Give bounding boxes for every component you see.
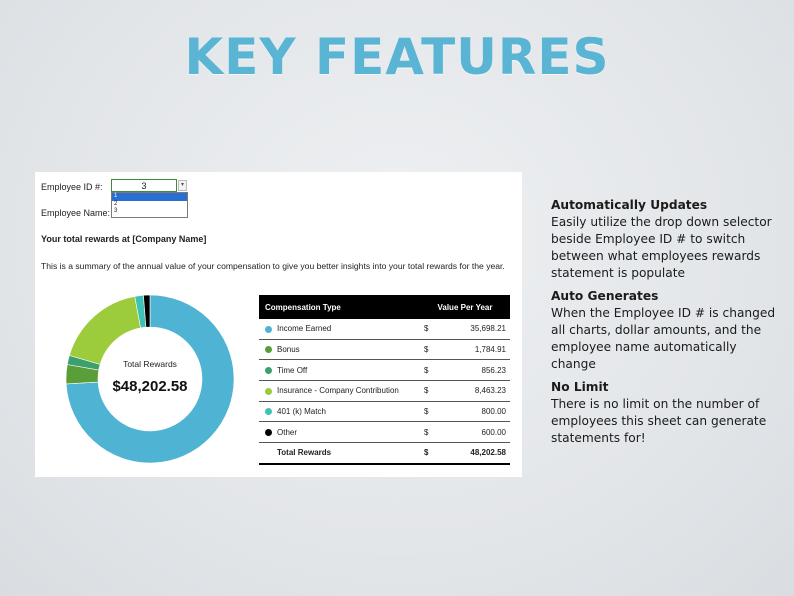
rewards-heading: Your total rewards at [Company Name]	[41, 234, 207, 244]
legend-dot-icon	[265, 326, 272, 333]
dropdown-option[interactable]: 3	[114, 208, 118, 214]
row-type-label: 401 (k) Match	[277, 407, 326, 417]
legend-dot-icon	[265, 367, 272, 374]
row-type-label: Time Off	[277, 365, 308, 375]
features-list	[551, 197, 776, 453]
row-value: 1,784.91	[442, 339, 510, 360]
table-row	[259, 422, 510, 443]
row-value: 600.00	[442, 422, 510, 443]
dropdown-option[interactable]: 2	[114, 200, 118, 207]
legend-dot-icon	[265, 408, 272, 415]
donut-center-label: Total Rewards	[123, 359, 177, 369]
legend-dot-icon	[265, 429, 272, 436]
row-type-label: Bonus	[277, 345, 300, 355]
rewards-summary: This is a summary of the annual value of your compensation to give you better insights into your total rewards for the year.	[41, 261, 505, 271]
compensation-table	[259, 295, 510, 465]
feature-description: Easily utilize the drop down selector beside Employee ID # to switch between what employees rewards statement is populate	[551, 215, 772, 280]
row-type-cell	[259, 401, 420, 422]
row-type-cell	[259, 422, 420, 443]
row-value: 856.23	[442, 360, 510, 381]
total-value: 48,202.58	[442, 443, 510, 464]
legend-dot-icon	[265, 346, 272, 353]
row-type-cell	[259, 339, 420, 360]
table-row	[259, 319, 510, 339]
row-type-cell	[259, 381, 420, 402]
employee-id-select[interactable]: 3	[111, 179, 177, 192]
feature-description: There is no limit on the number of employees this sheet can generate statements for!	[551, 397, 767, 445]
row-type-label: Income Earned	[277, 324, 332, 334]
row-currency: $	[420, 381, 442, 402]
row-type-label: Other	[277, 427, 298, 437]
page-title: KEY FEATURES	[184, 28, 610, 86]
employee-name-label: Employee Name:	[41, 208, 111, 218]
employee-id-dropdown-list[interactable]	[111, 192, 188, 218]
dropdown-option[interactable]: 1	[112, 193, 187, 201]
feature-item	[551, 288, 776, 373]
table-total-row	[259, 443, 510, 464]
row-currency: $	[420, 401, 442, 422]
dropdown-arrow-icon[interactable]: ▾	[178, 180, 187, 191]
row-value: 35,698.21	[442, 319, 510, 339]
legend-dot-icon	[265, 388, 272, 395]
feature-item	[551, 379, 776, 447]
row-type-label: Insurance - Company Contribution	[277, 386, 399, 396]
spreadsheet-preview	[35, 172, 522, 477]
table-row	[259, 381, 510, 402]
row-currency: $	[420, 360, 442, 381]
feature-title: Automatically Updates	[551, 198, 708, 212]
donut-center-total: $48,202.58	[112, 378, 188, 395]
row-currency: $	[420, 319, 442, 339]
column-header-value: Value Per Year	[420, 295, 510, 319]
row-value: 800.00	[442, 401, 510, 422]
feature-title: No Limit	[551, 380, 609, 394]
row-type-cell	[259, 319, 420, 339]
employee-id-label: Employee ID #:	[41, 182, 103, 192]
table-row	[259, 360, 510, 381]
table-row	[259, 339, 510, 360]
total-label: Total Rewards	[259, 443, 420, 464]
row-currency: $	[420, 422, 442, 443]
total-currency: $	[420, 443, 442, 464]
table-row	[259, 401, 510, 422]
feature-description: When the Employee ID # is changed all charts, dollar amounts, and the employee name automatically change	[551, 306, 776, 371]
column-header-type: Compensation Type	[259, 295, 420, 319]
donut-slice-insurance-company-contribution	[69, 296, 140, 364]
row-currency: $	[420, 339, 442, 360]
feature-item	[551, 197, 776, 282]
row-type-cell	[259, 360, 420, 381]
row-value: 8,463.23	[442, 381, 510, 402]
feature-title: Auto Generates	[551, 289, 659, 303]
